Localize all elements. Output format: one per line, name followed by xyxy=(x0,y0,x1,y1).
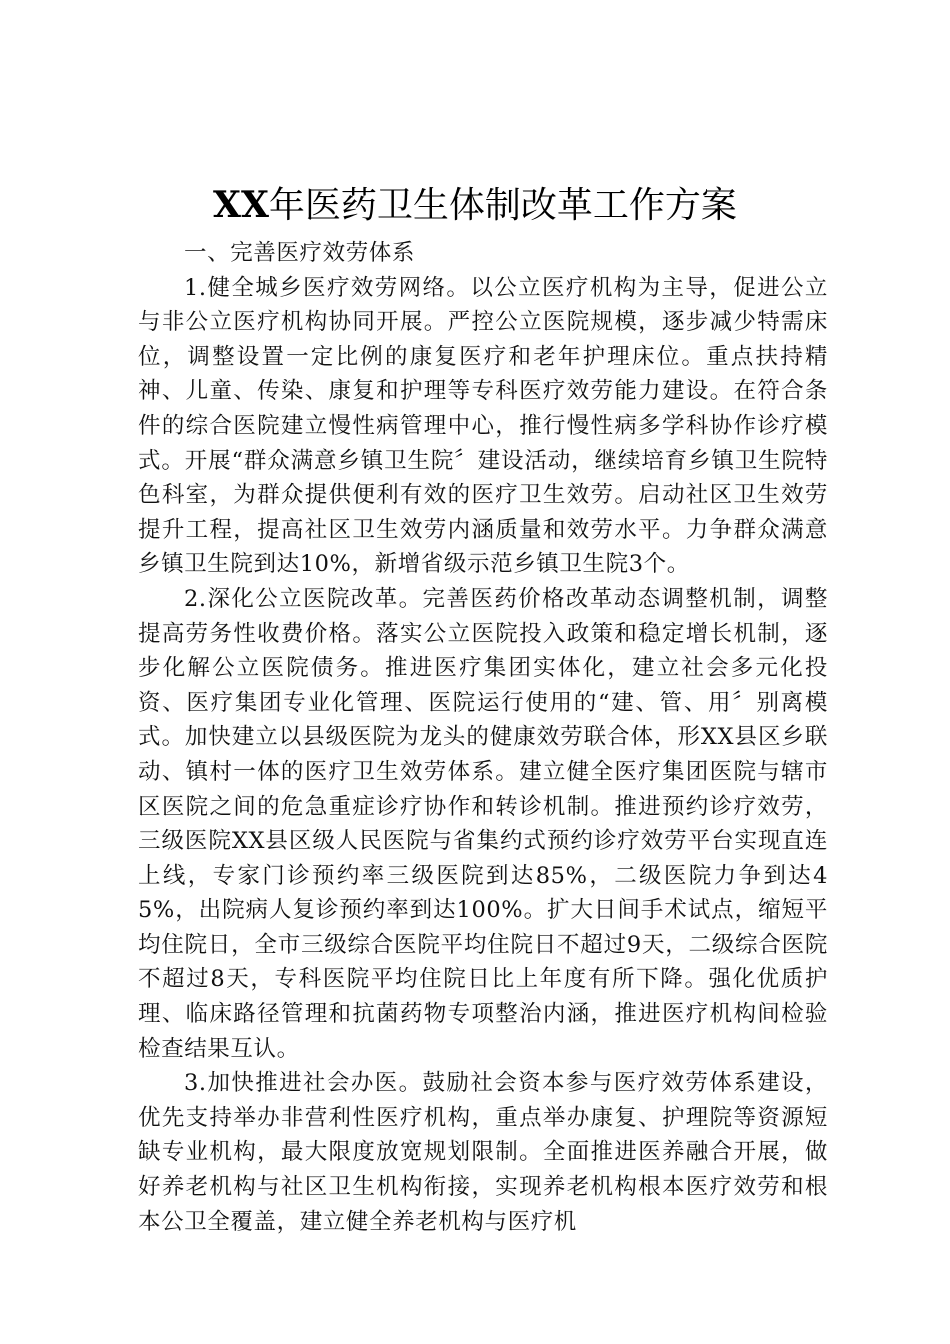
title-text: 年医药卫生体制改革工作方案 xyxy=(268,185,737,226)
paragraph-1: 1.健全城乡医疗效劳网络。以公立医疗机构为主导，促进公立与非公立医疗机构协同开展。严控公立医院规模，逐步减少特需床位，调整设置一定比例的康复医疗和老年护理床位。重点扶持精神、儿童、传染、康复和护理等专科医疗效劳能力建设。在符合条件的综合医院建立慢性病管理中心，推行慢性病多学科协作诊疗模式。开展“群众满意乡镇卫生院〞建设活动，继续培育乡镇卫生院特色科室，为群众提供便利有效的医疗卫生效劳。启动社区卫生效劳提升工程，提高社区卫生效劳内涵质量和效劳水平。力争群众满意乡镇卫生院到达10%，新增省级示范乡镇卫生院3个。 xyxy=(138,274,828,578)
title-prefix: XX xyxy=(213,184,269,226)
section-heading: 一、完善医疗效劳体系 xyxy=(184,240,416,266)
paragraph-3: 3.加快推进社会办医。鼓励社会资本参与医疗效劳体系建设，优先支持举办非营利性医疗机构，重点举办康复、护理院等资源短缺专业机构，最大限度放宽规划限制。全面推进医养融合开展，做好养老机构与社区卫生机构衔接，实现养老机构根本医疗效劳和根本公卫全覆盖，建立健全养老机构与医疗机 xyxy=(138,1070,828,1235)
document-body xyxy=(138,236,828,1239)
paragraph-2: 2.深化公立医院改革。完善医药价格改革动态调整机制，调整提高劳务性收费价格。落实公立医院投入政策和稳定增长机制，逐步化解公立医院债务。推进医疗集团实体化，建立社会多元化投资、医疗集团专业化管理、医院运行使用的“建、管、用〞别离模式。加快建立以县级医院为龙头的健康效劳联合体，形XX县区乡联动、镇村一体的医疗卫生效劳体系。建立健全医疗集团医院与辖市区医院之间的危急重症诊疗协作和转诊机制。推进预约诊疗效劳，三级医院XX县区级人民医院与省集约式预约诊疗效劳平台实现直连上线，专家门诊预约率三级医院到达85%，二级医院力争到达45%，出院病人复诊预约率到达100%。扩大日间手术试点，缩短平均住院日，全市三级综合医院平均住院日不超过9天，二级综合医院不超过8天，专科医院平均住院日比上年度有所下降。强化优质护理、临床路径管理和抗菌药物专项整治内涵，推进医疗机构间检验检查结果互认。 xyxy=(138,585,828,1062)
document-title xyxy=(0,180,950,231)
